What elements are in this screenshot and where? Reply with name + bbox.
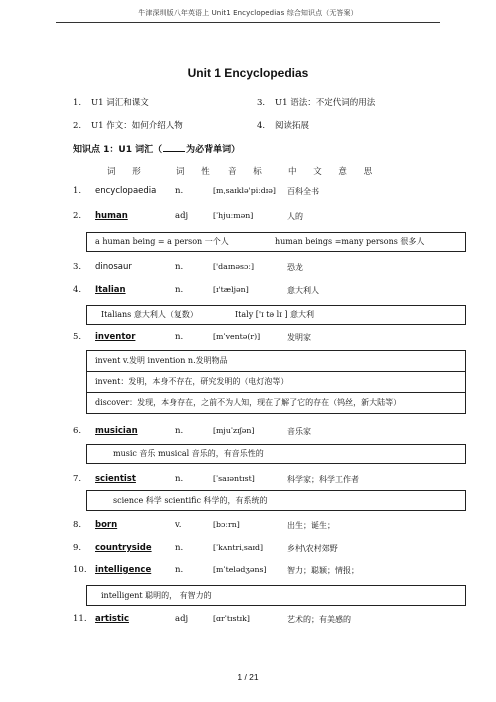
vocab-word: human <box>95 211 128 221</box>
note-line <box>87 306 465 324</box>
vocab-word: dinosaur <box>95 262 132 272</box>
vocab-row <box>73 186 473 200</box>
heading-prefix: 知识点 1：U1 词汇（ <box>73 145 163 155</box>
part-of-speech: adj <box>175 614 189 624</box>
chinese-meaning: 乡村\农村郊野 <box>287 544 338 553</box>
part-of-speech: n. <box>175 262 184 272</box>
document-title: Unit 1 Encyclopedias <box>187 66 309 80</box>
phonetic: [ɑrˈtɪstɪk] <box>213 614 250 623</box>
row-number: 2. <box>73 211 82 221</box>
row-number: 1. <box>73 186 82 196</box>
page-number: 1 / 21 <box>237 672 259 682</box>
column-header-meaning: 中 文 意 思 <box>288 167 380 177</box>
vocab-word: musician <box>95 426 138 436</box>
vocab-row <box>73 285 473 299</box>
toc-number: 3. <box>257 98 266 108</box>
vocab-row <box>73 520 473 534</box>
toc-label: U1 词汇和课文 <box>91 98 149 108</box>
vocab-word: Italian <box>95 285 126 295</box>
note-box-musician <box>86 444 466 464</box>
chinese-meaning: 智力；聪颖；情报； <box>287 566 359 575</box>
phonetic: [mˈventə(r)] <box>213 332 261 341</box>
phonetic: [ˈkʌntriˌsaɪd] <box>213 543 264 552</box>
phonetic: [mjuˈzɪʃən] <box>213 426 255 435</box>
chinese-meaning: 艺术的；有美感的 <box>287 615 351 624</box>
column-header-pos: 词 性 <box>176 167 217 177</box>
toc-number: 2. <box>73 121 82 131</box>
row-number: 11. <box>73 614 87 624</box>
vocab-word: scientist <box>95 474 136 484</box>
chinese-meaning: 音乐家 <box>287 427 311 436</box>
note-text: a human being = a person 一个人 <box>95 237 229 246</box>
toc-item <box>257 96 375 108</box>
row-number: 4. <box>73 285 82 295</box>
note-text: Italians 意大利人（复数） <box>101 310 198 319</box>
part-of-speech: n. <box>175 186 184 196</box>
chinese-meaning: 科学家；科学工作者 <box>287 475 359 484</box>
note-box-scientist <box>86 490 466 511</box>
phonetic: [mˈtelədʒəns] <box>213 565 267 574</box>
toc-number: 1. <box>73 98 82 108</box>
chinese-meaning: 百科全书 <box>287 187 319 196</box>
toc-item <box>73 96 149 108</box>
vocab-row <box>73 211 473 225</box>
phonetic: [ˈsaɪəntɪst] <box>213 474 255 483</box>
note-line: music 音乐 musical 音乐的，有音乐性的 <box>113 449 264 458</box>
note-box-italian <box>86 305 466 325</box>
blank-line <box>163 151 185 152</box>
phonetic: [ˈhjuːmən] <box>213 211 254 220</box>
toc-item <box>257 119 309 131</box>
note-line: discover：发现，本身存在，之前不为人知，现在了解了它的存在（钨丝，新大陆等） <box>87 392 465 413</box>
phonetic: ['daɪnəsɔː] <box>213 262 254 271</box>
vocab-word: intelligence <box>95 565 152 575</box>
vocab-row <box>73 474 473 488</box>
toc-label: U1 作文：如何介绍人物 <box>91 121 183 131</box>
knowledge-point-heading <box>73 142 240 155</box>
chinese-meaning: 发明家 <box>287 333 311 342</box>
vocab-word: encyclopaedia <box>95 186 157 196</box>
row-number: 10. <box>73 565 87 575</box>
vocab-row <box>73 614 473 628</box>
vocab-word: artistic <box>95 614 129 624</box>
note-line <box>87 233 465 251</box>
column-header-ipa: 音 标 <box>228 167 269 177</box>
note-box-human <box>86 232 466 252</box>
phonetic: [ɪ'tæljən] <box>213 285 249 294</box>
chinese-meaning: 恐龙 <box>287 263 303 272</box>
note-text: Italy ['ɪ tə lɪ ] 意大利 <box>235 310 315 319</box>
vocab-word: countryside <box>95 543 152 553</box>
vocab-word: inventor <box>95 332 136 342</box>
row-number: 3. <box>73 262 82 272</box>
heading-suffix: 为必背单词） <box>186 145 241 155</box>
header-divider <box>56 22 440 23</box>
note-text: human beings =many persons 很多人 <box>275 237 425 246</box>
chinese-meaning: 人的 <box>287 212 303 221</box>
note-line: invent v.发明 invention n.发明物品 <box>95 356 228 365</box>
note-box-intelligence <box>86 585 466 606</box>
row-number: 5. <box>73 332 82 342</box>
vocab-word: born <box>95 520 118 530</box>
vocab-row <box>73 262 473 276</box>
toc-label: 阅读拓展 <box>275 121 310 131</box>
chinese-meaning: 出生；诞生； <box>287 521 335 530</box>
row-number: 6. <box>73 426 82 436</box>
note-box-inventor <box>86 350 466 414</box>
part-of-speech: n. <box>175 332 184 342</box>
vocab-row <box>73 332 473 346</box>
part-of-speech: n. <box>175 285 184 295</box>
toc-label: U1 语法：不定代词的用法 <box>275 98 376 108</box>
row-number: 8. <box>73 520 82 530</box>
vocab-row <box>73 543 473 557</box>
vocab-row <box>73 426 473 440</box>
vocab-row <box>73 565 473 579</box>
note-line: intelligent 聪明的， 有智力的 <box>101 591 212 600</box>
toc-number: 4. <box>257 121 266 131</box>
column-header-word: 词 形 <box>107 167 148 177</box>
page-header: 牛津深圳版八年英语上 Unit1 Encyclopedias 综合知识点（无答案） <box>138 9 358 17</box>
row-number: 7. <box>73 474 82 484</box>
part-of-speech: adj <box>175 211 189 221</box>
phonetic: [bɔːrn] <box>213 520 240 529</box>
part-of-speech: n. <box>175 426 184 436</box>
note-line: science 科学 scientific 科学的，有系统的 <box>113 496 268 505</box>
part-of-speech: n. <box>175 474 184 484</box>
part-of-speech: v. <box>175 520 182 530</box>
note-line: invent：发明，本身不存在，研究发明的（电灯泡等） <box>87 371 465 392</box>
phonetic: [mˌsaɪklə'piːdɪə] <box>213 186 276 195</box>
part-of-speech: n. <box>175 543 184 553</box>
part-of-speech: n. <box>175 565 184 575</box>
chinese-meaning: 意大利人 <box>287 286 319 295</box>
row-number: 9. <box>73 543 82 553</box>
toc-item <box>73 119 183 131</box>
